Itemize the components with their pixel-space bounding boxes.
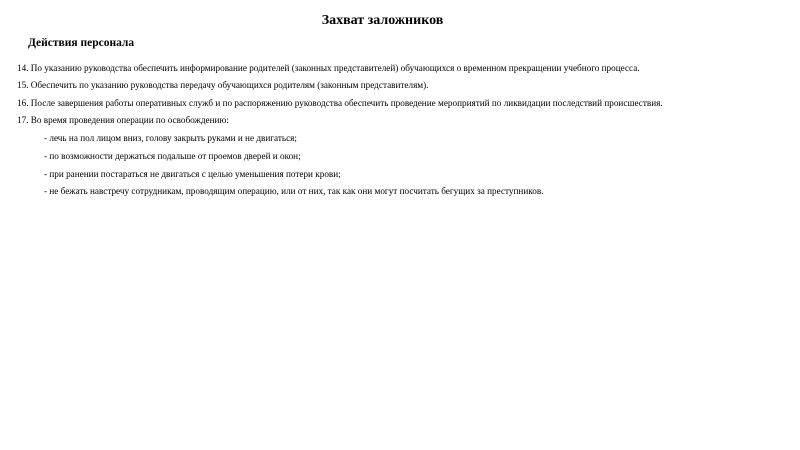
sub-list-item: - при ранении постараться не двигаться с целью уменьшения потери крови; — [44, 169, 341, 179]
sub-list-item: - не бежать навстречу сотрудникам, проводящим операцию, или от них, так как они могут посчитать бегущих за преступников. — [44, 186, 544, 196]
list-item: 17. Во время проведения операции по освобождению: — [17, 115, 229, 125]
sub-list-item: - по возможности держаться подальше от проемов дверей и окон; — [44, 151, 301, 161]
list-item: 14. По указанию руководства обеспечить информирование родителей (законных представителей) обучающихся о временном прекращении учебного процесса. — [17, 63, 640, 73]
list-item: 16. После завершения работы оперативных служб и по распоряжению руководства обеспечить проведение мероприятий по ликвидации последствий происшествия. — [17, 98, 663, 108]
sub-list-item: - лечь на пол лицом вниз, голову закрыть руками и не двигаться; — [44, 133, 297, 143]
list-item: 15. Обеспечить по указанию руководства передачу обучающихся родителям (законным представителям). — [17, 80, 429, 90]
slide-title: Захват заложников — [321, 13, 444, 28]
section-heading: Действия персонала — [28, 37, 135, 49]
